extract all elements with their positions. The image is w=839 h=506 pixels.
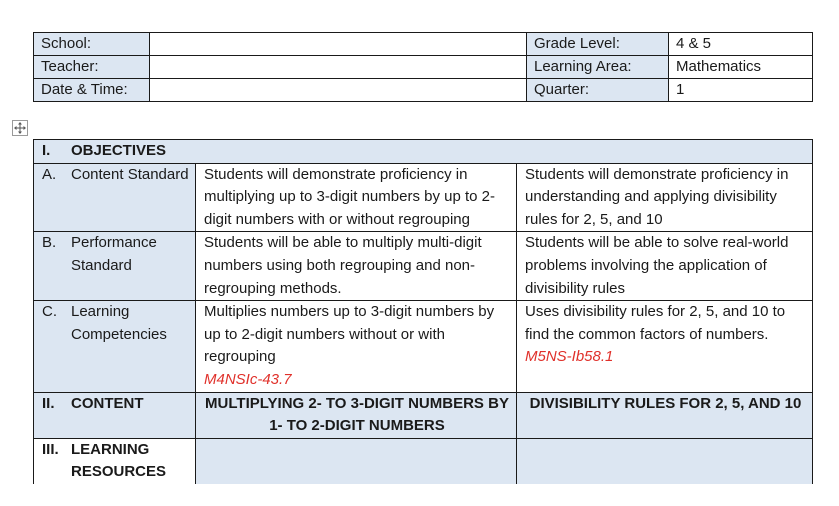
content-standard-label: Content Standard	[71, 165, 189, 183]
learning-competencies-col2-code: M5NS-Ib58.1	[525, 348, 614, 366]
school-label: School:	[34, 33, 150, 56]
content-standard-col1[interactable]: Students will demonstrate proficiency in multiplying up to 3-digit numbers by up to 2-digit numbers with or without regrouping	[196, 163, 517, 232]
learning-competencies-label-cell	[34, 301, 196, 392]
learning-competencies-col1-code: M4NSIc-43.7	[204, 370, 292, 388]
school-field[interactable]	[150, 33, 527, 56]
performance-standard-col1[interactable]: Students will be able to multiply multi-digit numbers using both regrouping and non-regrouping methods.	[196, 232, 517, 301]
learning-resources-col1[interactable]	[196, 438, 517, 484]
date-time-label: Date & Time:	[34, 79, 150, 102]
learning-competencies-col2-cell[interactable]	[517, 301, 813, 392]
learning-area-field[interactable]: Mathematics	[669, 56, 813, 79]
content-num: II.	[42, 394, 55, 412]
header-row-2	[34, 56, 813, 79]
learning-competencies-row	[34, 301, 813, 392]
learning-resources-title: LEARNING RESOURCES	[71, 440, 167, 481]
objectives-row	[34, 140, 813, 164]
content-col1[interactable]: MULTIPLYING 2- TO 3-DIGIT NUMBERS BY 1- TO 2-DIGIT NUMBERS	[196, 392, 517, 438]
learning-competencies-letter: C.	[42, 303, 57, 321]
move-arrows-icon	[14, 122, 26, 134]
objectives-heading	[34, 140, 813, 164]
learning-competencies-col1-cell[interactable]	[196, 301, 517, 392]
learning-competencies-col1: Multiplies numbers up to 3-digit numbers by up to 2-digit numbers without or with regrouping	[204, 303, 495, 366]
learning-resources-row	[34, 438, 813, 484]
teacher-field[interactable]	[150, 56, 527, 79]
learning-competencies-label: Learning Competencies	[71, 303, 167, 343]
learning-competencies-col2: Uses divisibility rules for 2, 5, and 10 to find the common factors of numbers.	[525, 303, 786, 343]
objectives-num: I.	[42, 142, 51, 159]
grade-level-label: Grade Level:	[527, 33, 669, 56]
learning-resources-num: III.	[42, 440, 59, 458]
performance-standard-label-cell	[34, 232, 196, 301]
performance-standard-col2[interactable]: Students will be able to solve real-world problems involving the application of divisibility rules	[517, 232, 813, 301]
content-col2[interactable]: DIVISIBILITY RULES FOR 2, 5, AND 10	[517, 392, 813, 438]
content-heading	[34, 392, 196, 438]
content-title: CONTENT	[71, 394, 144, 412]
objectives-title: OBJECTIVES	[71, 142, 167, 159]
content-standard-label-cell	[34, 163, 196, 232]
quarter-field[interactable]: 1	[669, 79, 813, 102]
grade-level-field[interactable]: 4 & 5	[669, 33, 813, 56]
content-standard-letter: A.	[42, 165, 57, 183]
header-table	[33, 32, 813, 102]
lesson-plan-table	[33, 139, 813, 484]
quarter-label: Quarter:	[527, 79, 669, 102]
content-standard-row	[34, 163, 813, 232]
performance-standard-row	[34, 232, 813, 301]
content-standard-col2[interactable]: Students will demonstrate proficiency in understanding and applying divisibility rules for 2, 5, and 10	[517, 163, 813, 232]
teacher-label: Teacher:	[34, 56, 150, 79]
performance-standard-letter: B.	[42, 234, 57, 252]
header-row-3	[34, 79, 813, 102]
header-row-1	[34, 33, 813, 56]
learning-resources-heading	[34, 438, 196, 484]
date-time-field[interactable]	[150, 79, 527, 102]
content-row	[34, 392, 813, 438]
learning-area-label: Learning Area:	[527, 56, 669, 79]
learning-resources-col2[interactable]	[517, 438, 813, 484]
performance-standard-label: Performance Standard	[71, 234, 157, 274]
move-handle-icon[interactable]	[12, 120, 28, 136]
